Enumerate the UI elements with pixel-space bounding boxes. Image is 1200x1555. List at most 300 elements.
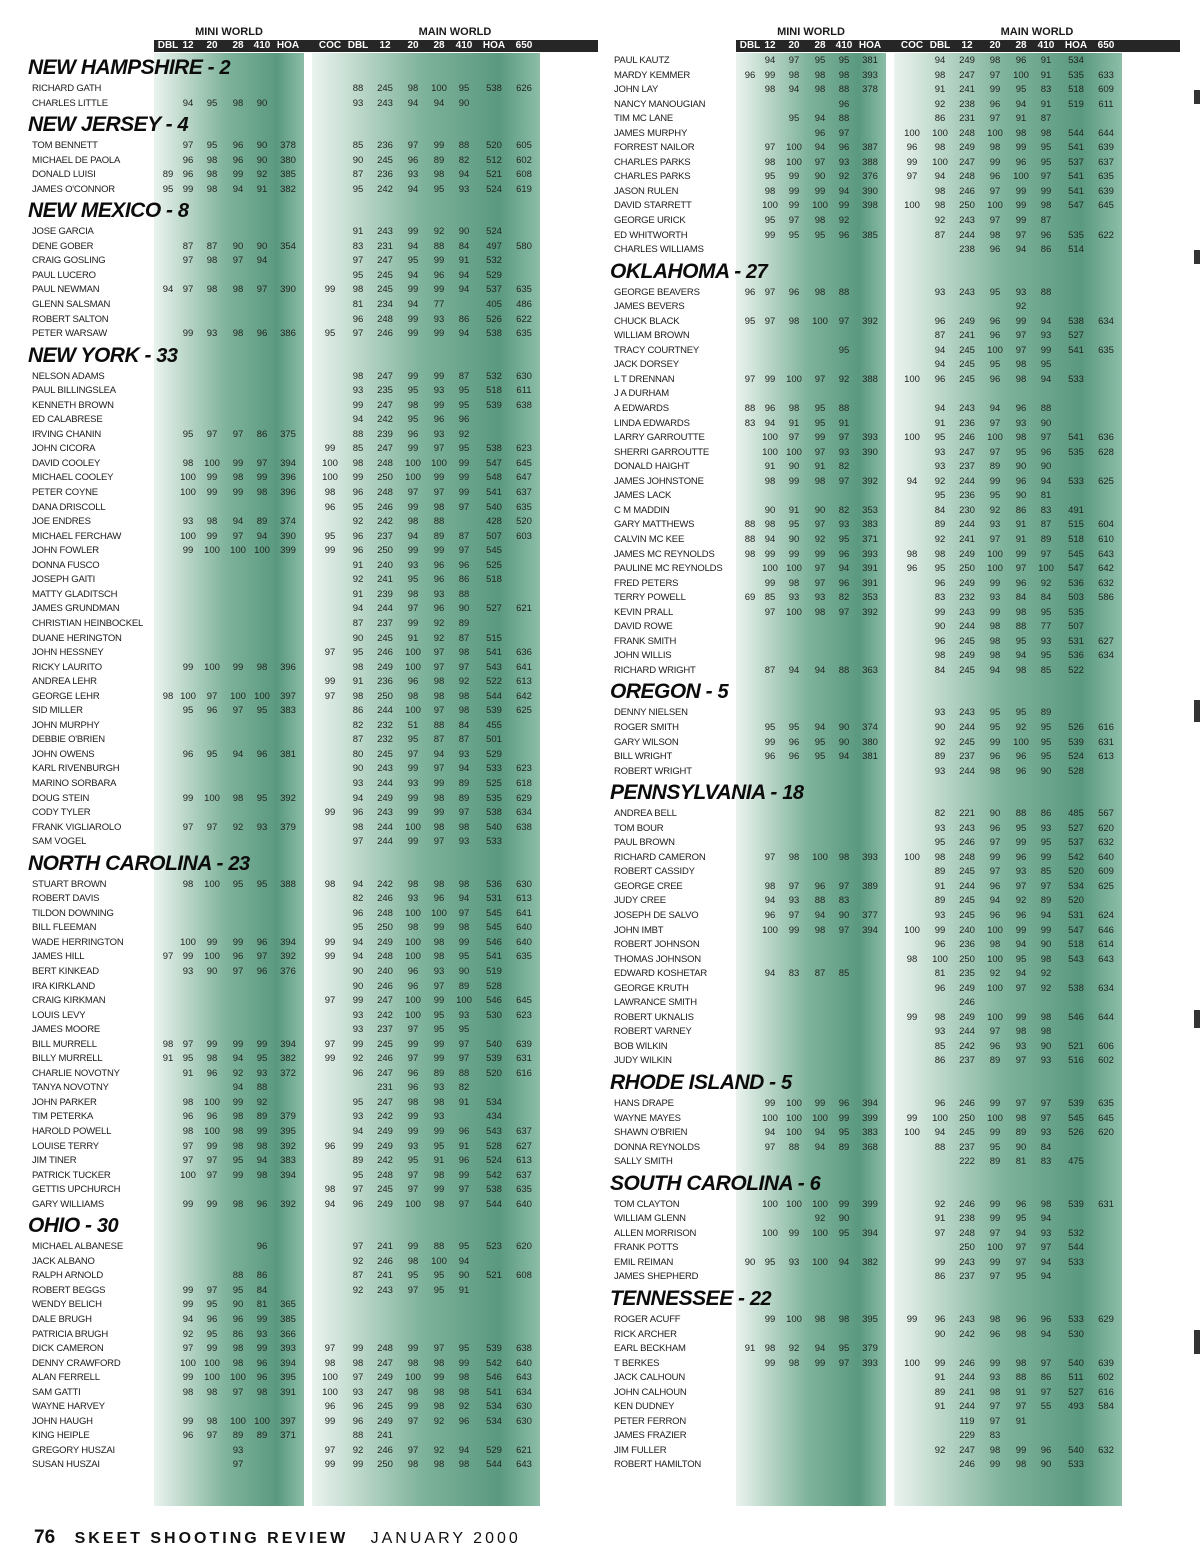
score-cell: 602 (516, 154, 532, 166)
shooter-row (26, 1284, 598, 1299)
shooter-row (26, 515, 598, 530)
score-cell: 96 (182, 1111, 194, 1123)
score-cell: 95 (764, 171, 776, 183)
state-name: PENNSYLVANIA (610, 781, 766, 805)
score-cell: 545 (486, 545, 502, 557)
score-cell: 98 (934, 1011, 946, 1023)
score-cell: 647 (516, 472, 532, 484)
score-cell: 383 (862, 519, 878, 531)
shooter-row (26, 632, 598, 647)
score-cell: 547 (1068, 200, 1084, 212)
score-cell: 248 (377, 907, 393, 919)
score-cell: 87 (1040, 113, 1052, 125)
score-cell: 638 (516, 1343, 532, 1355)
score-cell: 640 (1098, 851, 1114, 863)
score-cell: 98 (433, 676, 445, 688)
score-cell: 236 (377, 676, 393, 688)
score-rows (608, 54, 1180, 1473)
score-cell: 83 (744, 417, 756, 429)
shooter-row (26, 298, 598, 313)
score-cell: 90 (206, 965, 218, 977)
score-cell: 542 (486, 1357, 502, 1369)
shooter-name: PETER WARSAW (32, 328, 108, 340)
score-cell: 95 (1040, 837, 1052, 849)
score-cell: 100 (904, 924, 920, 936)
shooter-row (608, 865, 1180, 880)
score-cell: 91 (934, 880, 946, 892)
score-cell: 98 (407, 1459, 419, 1471)
score-cell: 520 (486, 140, 502, 152)
score-cell: 635 (1098, 1098, 1114, 1109)
score-cell: 97 (182, 284, 194, 296)
score-cell: 91 (1040, 69, 1052, 81)
score-cell: 98 (1040, 1198, 1052, 1210)
score-cell: 98 (182, 1096, 194, 1108)
score-cell: 97 (458, 807, 470, 819)
score-cell: 533 (486, 836, 502, 848)
score-cell: 518 (486, 574, 502, 586)
score-cell: 632 (1098, 577, 1114, 589)
shooter-row (608, 562, 1180, 577)
score-cell: 94 (182, 1314, 194, 1326)
score-cell: 241 (377, 1430, 393, 1442)
score-cell: 250 (959, 1242, 975, 1254)
score-cell: 395 (280, 1372, 296, 1384)
shooter-row (26, 1125, 598, 1140)
score-cell: 100 (904, 127, 920, 139)
shooter-name: MICHAEL DE PAOLA (32, 154, 121, 166)
score-cell: 544 (486, 1459, 502, 1471)
score-cell: 100 (405, 647, 421, 659)
score-cell: 237 (377, 530, 393, 542)
score-cell: 90 (788, 533, 800, 545)
score-cell: 399 (862, 1198, 878, 1210)
score-cell: 94 (1015, 968, 1027, 980)
score-cell: 88 (433, 516, 445, 528)
score-cell: 546 (486, 936, 502, 948)
score-cell: 541 (1068, 171, 1084, 183)
score-cell: 98 (206, 516, 218, 528)
score-cell: 99 (764, 1314, 776, 1326)
score-cell: 95 (1015, 822, 1027, 834)
score-cell: 383 (862, 1127, 878, 1139)
score-cell: 530 (1068, 1328, 1084, 1340)
shooter-row (608, 548, 1180, 563)
column-header-label: HOA (1064, 40, 1088, 51)
score-cell: 91 (352, 588, 364, 600)
score-cell: 98 (814, 924, 826, 936)
score-cell: 90 (256, 140, 268, 152)
score-cell: 99 (324, 545, 336, 557)
score-cell: 605 (516, 140, 532, 152)
shooter-name: ROBERT CASSIDY (614, 866, 695, 878)
shooter-name: TANYA NOVOTNY (32, 1082, 109, 1094)
score-cell: 99 (814, 432, 826, 444)
score-cell: 94 (458, 269, 470, 281)
score-cell: 395 (280, 1126, 296, 1137)
page-edge-mark (1194, 250, 1200, 264)
shooter-name: ANDREA BELL (614, 808, 677, 820)
shooter-row (608, 1386, 1180, 1401)
score-cell: 97 (814, 563, 826, 575)
score-cell: 81 (1015, 1156, 1027, 1168)
score-cell: 246 (959, 1357, 975, 1369)
score-cell: 96 (407, 428, 419, 440)
score-cell: 100 (987, 127, 1003, 139)
score-cell: 87 (814, 968, 826, 980)
score-cell: 97 (433, 1343, 445, 1355)
score-cell: 393 (862, 548, 878, 560)
score-cell: 237 (959, 1055, 975, 1067)
score-cell: 92 (182, 1328, 194, 1340)
score-cell: 93 (433, 1082, 445, 1094)
score-cell: 237 (959, 1271, 975, 1283)
score-cell: 536 (1068, 650, 1084, 662)
issue-date: JANUARY 2000 (370, 1530, 521, 1547)
score-cell: 99 (934, 1256, 946, 1268)
score-cell: 625 (1098, 880, 1114, 892)
right-column (608, 26, 1180, 1506)
score-cell: 97 (1040, 432, 1052, 444)
shooter-name: PAUL BROWN (614, 837, 675, 849)
score-cell: 243 (959, 1314, 975, 1326)
score-cell: 95 (458, 443, 470, 455)
shooter-name: CHARLES PARKS (614, 171, 691, 183)
score-cell: 241 (959, 533, 975, 545)
score-cell: 98 (458, 1386, 470, 1398)
score-cell: 90 (764, 504, 776, 516)
score-cell: 547 (1068, 563, 1084, 575)
score-cell: 97 (989, 113, 1001, 125)
score-cell: 93 (433, 385, 445, 397)
score-cell: 98 (182, 457, 194, 469)
score-cell: 247 (959, 156, 975, 168)
shooter-row (608, 329, 1180, 344)
shooter-row (26, 225, 598, 240)
score-cell: 240 (377, 559, 393, 571)
score-cell: 95 (1040, 156, 1052, 168)
score-cell: 96 (352, 530, 364, 542)
score-cell: 99 (182, 1415, 194, 1427)
score-cell: 85 (1040, 866, 1052, 878)
score-cell: 394 (862, 1227, 878, 1239)
score-cell: 100 (180, 936, 196, 948)
score-cell: 96 (1015, 577, 1027, 589)
score-cell: 96 (182, 748, 194, 760)
column-header-label: 20 (788, 40, 800, 51)
shooter-row (26, 240, 598, 255)
score-cell: 99 (989, 1213, 1001, 1225)
score-cell: 94 (1040, 1328, 1052, 1340)
score-cell: 91 (256, 183, 268, 195)
score-cell: 88 (458, 1067, 470, 1079)
score-cell: 244 (959, 519, 975, 531)
shooter-row (608, 836, 1180, 851)
shooter-name: IRA KIRKLAND (32, 980, 96, 992)
score-cell: 92 (352, 574, 364, 586)
shooter-name: TRACY COURTNEY (614, 344, 700, 356)
score-cell: 100 (786, 563, 802, 575)
shooter-name: BILL WRIGHT (614, 751, 673, 763)
score-cell: 644 (1098, 1011, 1114, 1023)
score-cell: 89 (1015, 1127, 1027, 1139)
score-cell: 100 (405, 1198, 421, 1210)
score-cell: 96 (788, 286, 800, 298)
shooter-name: CRAIG KIRKMAN (32, 995, 106, 1007)
score-cell: 497 (486, 240, 502, 252)
score-cell: 92 (352, 1444, 364, 1456)
shooter-name: SUSAN HUSZAI (32, 1459, 100, 1471)
score-cell: 94 (814, 721, 826, 733)
score-cell: 520 (486, 1067, 502, 1079)
score-cell: 98 (788, 69, 800, 81)
score-cell: 97 (764, 142, 776, 154)
score-cell: 86 (934, 1271, 946, 1283)
score-cell: 98 (764, 475, 776, 487)
shooter-name: ROBERT VARNEY (614, 1026, 692, 1038)
score-cell: 97 (256, 951, 268, 963)
score-cell: 96 (934, 1314, 946, 1326)
score-cell: 100 (762, 924, 778, 936)
score-cell: 95 (1040, 650, 1052, 662)
score-cell: 383 (280, 705, 296, 717)
shooter-row (26, 1313, 598, 1328)
page-footer (34, 1527, 521, 1549)
score-cell: 97 (182, 821, 194, 833)
score-cell: 245 (377, 83, 393, 94)
score-cell: 90 (1015, 1141, 1027, 1153)
score-cell: 93 (352, 1024, 364, 1036)
score-cell: 93 (352, 1009, 364, 1021)
score-cell: 94 (1040, 1256, 1052, 1268)
shooter-name: DANA DRISCOLL (32, 501, 106, 513)
score-cell: 538 (1068, 315, 1084, 327)
score-cell: 84 (934, 504, 946, 516)
score-cell: 602 (1098, 1055, 1114, 1067)
score-cell: 98 (182, 878, 194, 890)
score-cell: 98 (352, 1357, 364, 1369)
score-cell: 616 (1098, 1386, 1114, 1398)
score-cell: 98 (989, 55, 1001, 66)
score-cell: 394 (862, 924, 878, 936)
score-cell: 98 (1015, 1328, 1027, 1340)
shooter-name: JAMES FRAZIER (614, 1430, 687, 1442)
score-cell: 96 (838, 1098, 850, 1109)
shooter-name: CODY TYLER (32, 807, 91, 819)
score-cell: 100 (987, 1242, 1003, 1254)
score-cell: 100 (405, 951, 421, 963)
score-cell: 98 (206, 1386, 218, 1398)
score-cell: 99 (407, 545, 419, 557)
score-cell: 92 (458, 1401, 470, 1413)
score-cell: 99 (407, 1126, 419, 1137)
score-cell: 250 (377, 690, 393, 702)
score-cell: 93 (407, 169, 419, 181)
score-cell: 244 (377, 705, 393, 717)
score-cell: 98 (989, 650, 1001, 662)
shooter-row (608, 199, 1180, 214)
column-header-label: 28 (814, 40, 826, 51)
score-cell: 625 (1098, 475, 1114, 487)
score-cell: 368 (862, 1141, 878, 1153)
score-cell: 545 (486, 922, 502, 934)
score-cell: 92 (1040, 982, 1052, 994)
score-cell: 638 (516, 399, 532, 411)
score-cell: 99 (458, 1169, 470, 1181)
score-cell: 96 (407, 676, 419, 688)
score-cell: 100 (1038, 563, 1054, 575)
score-cell: 99 (764, 1357, 776, 1369)
score-cell: 90 (256, 154, 268, 166)
state-count: 18 (782, 782, 804, 805)
score-cell: 491 (1068, 504, 1084, 516)
shooter-name: JOHN FOWLER (32, 545, 99, 557)
score-cell: 96 (838, 142, 850, 154)
shooter-name: ROBERT HAMILTON (614, 1459, 702, 1471)
score-cell: 98 (352, 284, 364, 296)
column-header-label: 12 (182, 40, 194, 51)
score-cell: 97 (206, 1430, 218, 1442)
score-cell: 99 (1015, 185, 1027, 197)
score-cell: 100 (405, 1009, 421, 1021)
score-cell: 91 (814, 461, 826, 473)
shooter-row (26, 1371, 598, 1386)
score-cell: 97 (407, 1024, 419, 1036)
score-cell: 98 (352, 370, 364, 382)
score-cell: 99 (182, 1284, 194, 1296)
score-cell: 95 (206, 1299, 218, 1311)
score-cell: 98 (1015, 432, 1027, 444)
score-cell: 96 (324, 501, 336, 513)
score-cell: 98 (788, 315, 800, 327)
score-cell: 97 (1015, 1242, 1027, 1254)
score-cell: 97 (1015, 880, 1027, 892)
score-cell: 89 (1040, 533, 1052, 545)
score-cell: 534 (486, 1096, 502, 1108)
score-cell: 98 (788, 851, 800, 863)
shooter-row (608, 1040, 1180, 1055)
score-cell: 98 (433, 936, 445, 948)
score-cell: 95 (1040, 751, 1052, 763)
shooter-name: GREGORY HUSZAI (32, 1444, 115, 1456)
score-cell: 99 (182, 951, 194, 963)
score-cell: 88 (352, 83, 364, 94)
score-cell: 98 (764, 519, 776, 531)
shooter-name: JAMES MOORE (32, 1024, 101, 1036)
shooter-name: LARRY GARROUTTE (614, 432, 705, 444)
score-cell: 543 (486, 1126, 502, 1137)
score-cell: 99 (1040, 924, 1052, 936)
shooter-row (608, 489, 1180, 504)
score-cell: 520 (516, 516, 532, 528)
score-cell: 90 (352, 632, 364, 644)
score-cell: 96 (324, 1401, 336, 1413)
shooter-row (26, 399, 598, 414)
score-cell: 100 (204, 457, 220, 469)
column-header-label: 20 (206, 40, 218, 51)
score-cell: 99 (352, 1140, 364, 1152)
state-heading: SOUTH CAROLINA - 6 (610, 1171, 821, 1195)
score-cell: 96 (182, 154, 194, 166)
score-cell: 98 (407, 516, 419, 528)
score-cell: 96 (814, 880, 826, 892)
score-cell: 96 (458, 1126, 470, 1137)
shooter-row (26, 1298, 598, 1313)
score-cell: 247 (377, 399, 393, 411)
score-cell: 97 (407, 603, 419, 615)
score-cell: 94 (838, 751, 850, 763)
score-cell: 524 (1068, 751, 1084, 763)
score-cell: 94 (352, 603, 364, 615)
score-cell: 96 (934, 939, 946, 951)
shooter-row (26, 1458, 598, 1473)
shooter-name: PAULINE MC REYNOLDS (614, 563, 723, 575)
score-cell: 90 (352, 763, 364, 775)
score-cell: 97 (788, 55, 800, 66)
score-cell: 94 (352, 1126, 364, 1137)
shooter-row (26, 544, 598, 559)
score-cell: 94 (458, 328, 470, 340)
score-cell: 584 (1098, 1401, 1114, 1413)
score-cell: 87 (1040, 215, 1052, 227)
score-cell: 89 (256, 1430, 268, 1442)
score-cell: 620 (516, 1241, 532, 1253)
score-cell: 97 (407, 140, 419, 152)
shooter-row (26, 139, 598, 154)
score-cell: 96 (1015, 403, 1027, 415)
score-cell: 94 (458, 1255, 470, 1267)
score-cell: 82 (458, 1082, 470, 1094)
shooter-row (608, 431, 1180, 446)
shooter-name: A EDWARDS (614, 403, 669, 415)
score-cell: 97 (182, 140, 194, 152)
score-cell: 231 (959, 113, 975, 125)
score-cell: 100 (180, 1357, 196, 1369)
shooter-row (26, 1342, 598, 1357)
score-rows (26, 54, 598, 1473)
shooter-row (26, 313, 598, 328)
score-cell: 97 (433, 980, 445, 992)
shooter-row (26, 1038, 598, 1053)
score-cell: 90 (1040, 461, 1052, 473)
score-cell: 88 (1040, 286, 1052, 298)
score-cell: 98 (407, 1386, 419, 1398)
score-cell: 94 (989, 403, 1001, 415)
score-cell: 99 (324, 1415, 336, 1427)
score-cell: 95 (433, 1009, 445, 1021)
state-count: 22 (749, 1288, 772, 1311)
shooter-name: DOUG STEIN (32, 792, 90, 804)
score-cell: 91 (788, 417, 800, 429)
score-cell: 538 (486, 443, 502, 455)
score-cell: 245 (959, 635, 975, 647)
shooter-name: JAMES O'CONNOR (32, 183, 115, 195)
score-cell: 511 (1068, 1372, 1084, 1384)
score-cell: 247 (377, 1067, 393, 1079)
score-cell: 98 (814, 84, 826, 96)
shooter-row (26, 1154, 598, 1169)
score-cell: 635 (516, 501, 532, 513)
score-cell: 98 (324, 487, 336, 499)
score-cell: 90 (1040, 417, 1052, 429)
shooter-name: DONALD LUISI (32, 169, 96, 181)
score-cell: 94 (934, 55, 946, 66)
score-cell: 243 (377, 763, 393, 775)
score-cell: 529 (486, 748, 502, 760)
score-cell: 97 (788, 215, 800, 227)
score-cell: 242 (377, 414, 393, 426)
shooter-name: PAUL BILLINGSLEA (32, 385, 116, 397)
